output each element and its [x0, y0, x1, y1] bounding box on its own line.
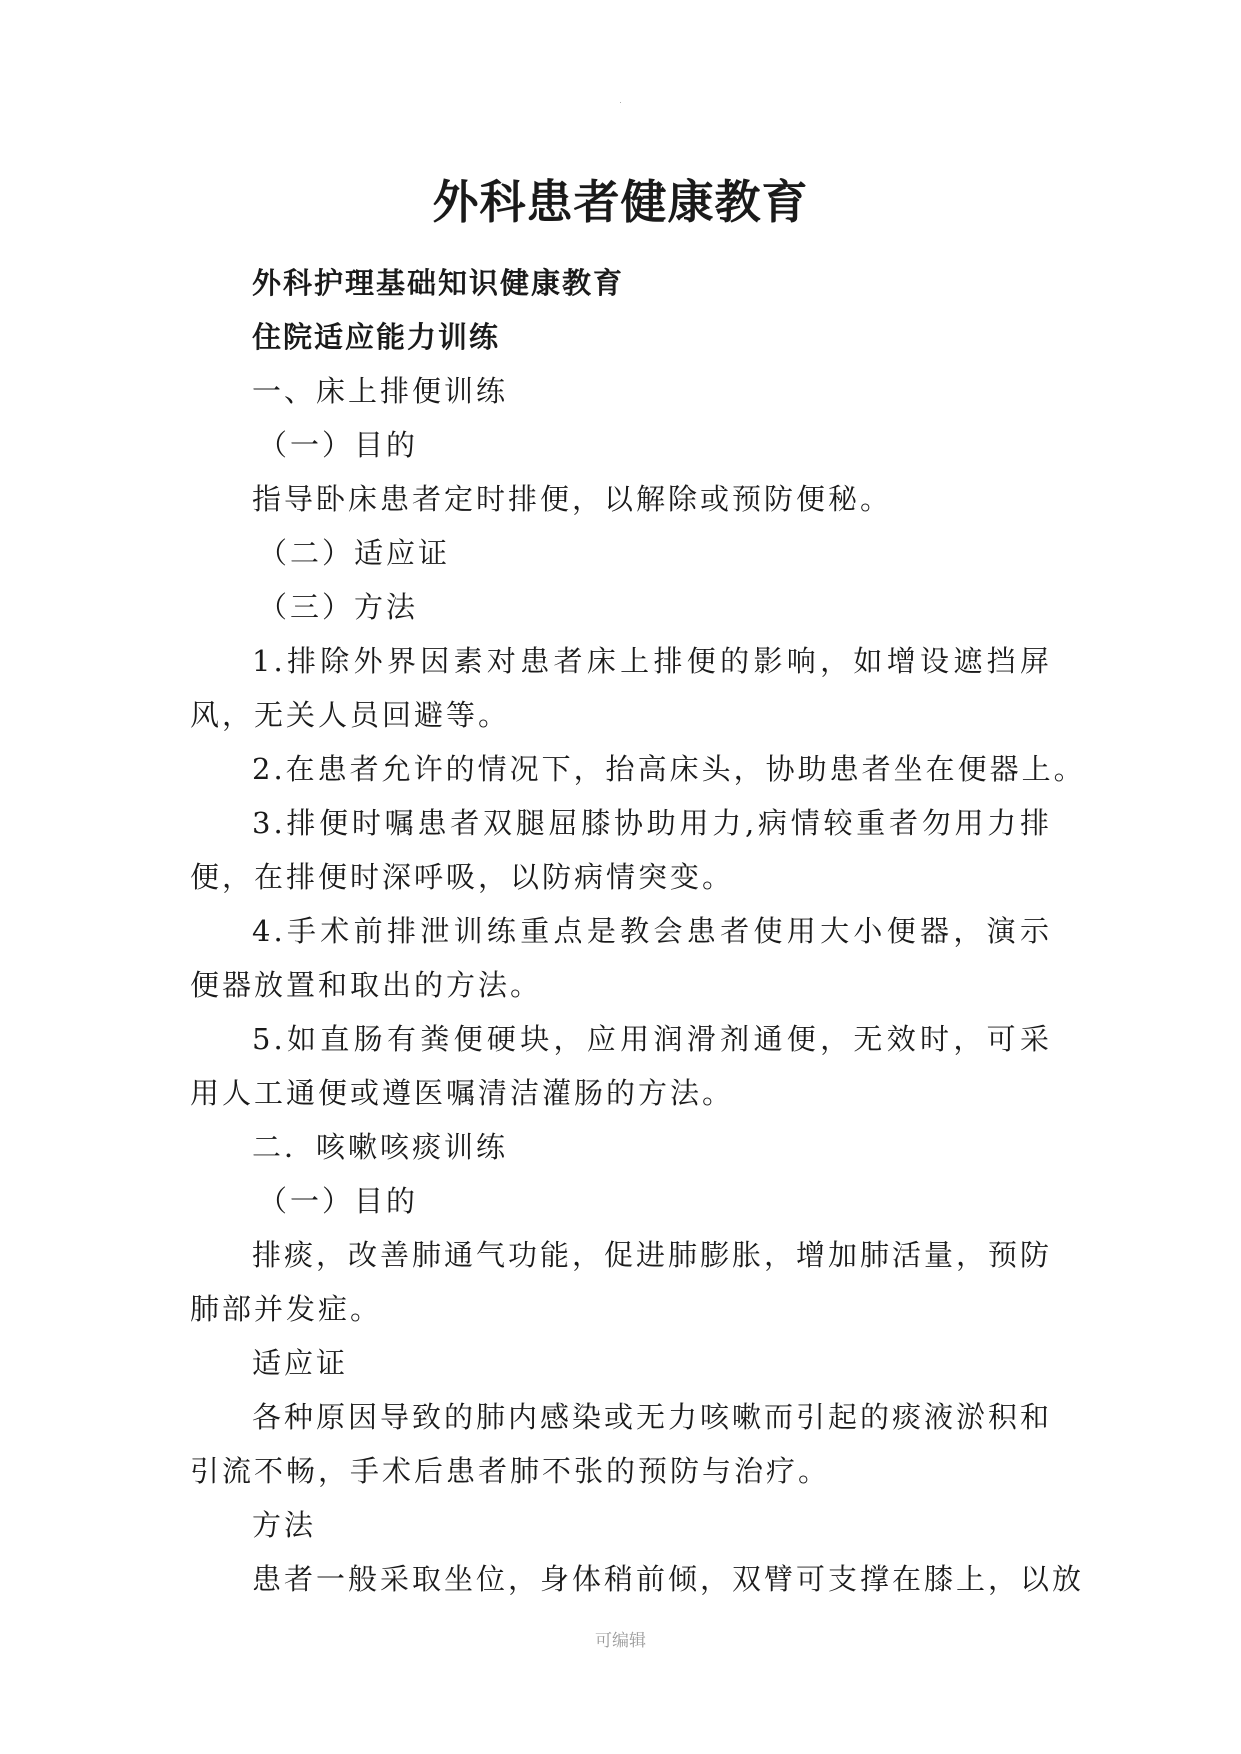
- subsection-title: 一、床上排便训练: [252, 374, 509, 408]
- section-heading: 住院适应能力训练: [252, 320, 501, 354]
- header-mark: .: [619, 96, 622, 105]
- paragraph: 5.如直肠有粪便硬块，应用润滑剂通便，无效时，可采用人工通便或遵医嘱清洁灌肠的方法。: [190, 1022, 1052, 1110]
- paragraph: 指导卧床患者定时排便，以解除或预防便秘。: [252, 482, 893, 516]
- subsection-title: 二．咳嗽咳痰训练: [252, 1130, 509, 1164]
- item-label: 方法: [252, 1508, 317, 1542]
- paragraph: 患者一般采取坐位，身体稍前倾，双臂可支撑在膝上，以放: [252, 1562, 1085, 1596]
- document-body: [190, 256, 1086, 1606]
- paragraph: 4.手术前排泄训练重点是教会患者使用大小便器，演示便器放置和取出的方法。: [190, 914, 1052, 1002]
- item-label: （一）目的: [258, 1184, 419, 1218]
- paragraph: 各种原因导致的肺内感染或无力咳嗽而引起的痰液淤积和引流不畅，手术后患者肺不张的预防与治疗。: [190, 1400, 1053, 1488]
- section-heading: 外科护理基础知识健康教育: [252, 266, 625, 300]
- item-label: （二）适应证: [258, 536, 451, 570]
- paragraph: 3.排便时嘱患者双腿屈膝协助用力,病情较重者勿用力排便，在排便时深呼吸，以防病情突变。: [190, 806, 1052, 894]
- paragraph: 2.在患者允许的情况下，抬高床头，协助患者坐在便器上。: [252, 752, 1086, 786]
- paragraph: 排痰，改善肺通气功能，促进肺膨胀，增加肺活量，预防肺部并发症。: [190, 1238, 1053, 1326]
- document-title: 外科患者健康教育: [432, 175, 809, 229]
- paragraph: 1.排除外界因素对患者床上排便的影响，如增设遮挡屏风，无关人员回避等。: [190, 644, 1052, 732]
- item-label: （三）方法: [258, 590, 419, 624]
- item-label: （一）目的: [258, 428, 419, 462]
- footer-label: 可编辑: [595, 1631, 646, 1651]
- item-label: 适应证: [252, 1346, 349, 1380]
